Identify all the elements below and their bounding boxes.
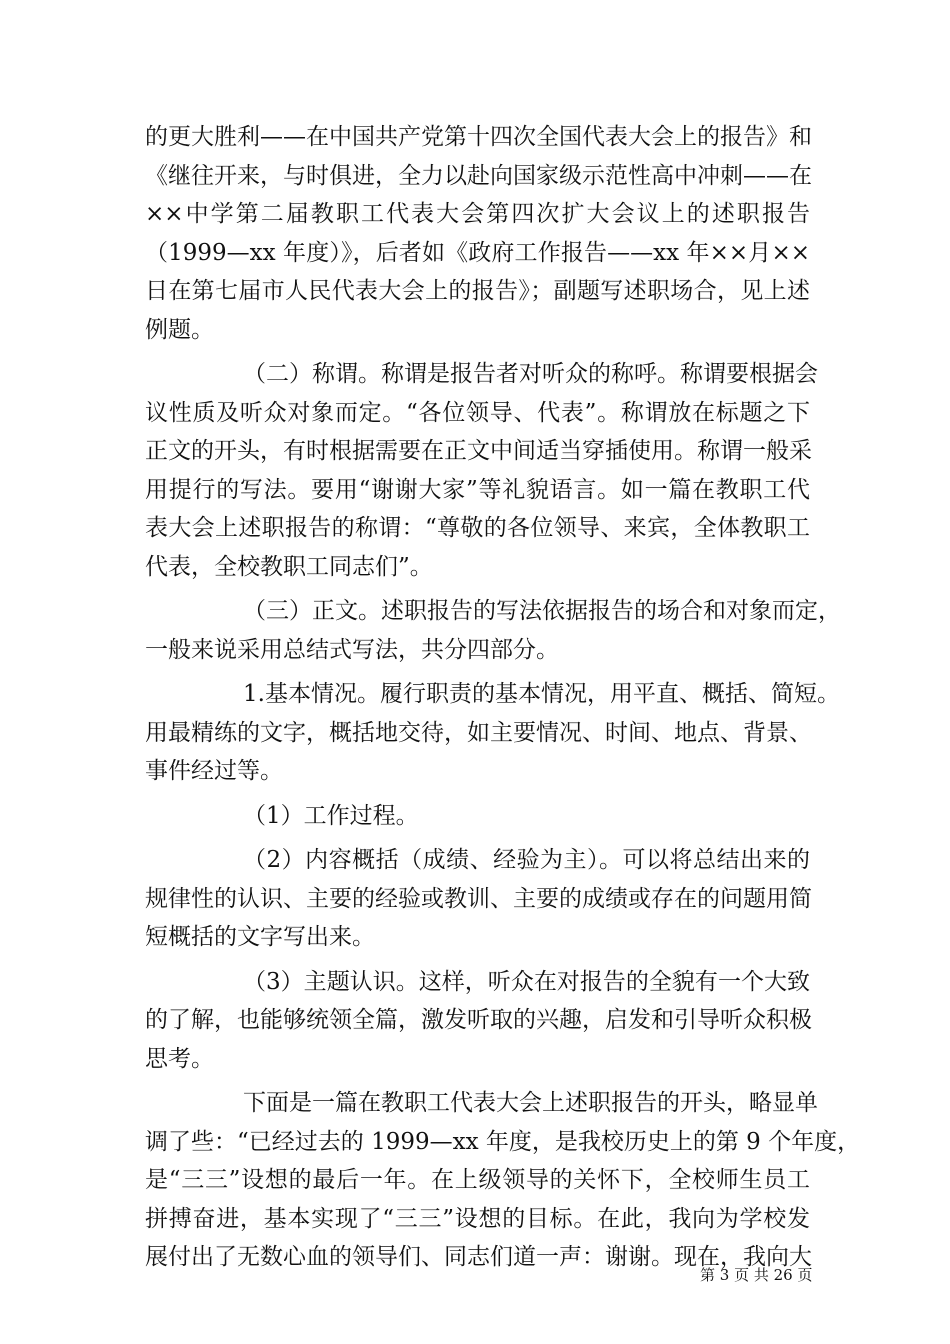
page-number-footer: 第 3 页 共 26 页: [700, 1266, 813, 1284]
text-line: （三）正文。述职报告的写法依据报告的场合和对象而定，: [243, 598, 841, 624]
text-line: （二）称谓。称谓是报告者对听众的称呼。称谓要根据会: [243, 361, 818, 387]
text-line: （3）主题认识。这样，听众在对报告的全貌有一个大致: [243, 968, 810, 995]
text-line: 展付出了无数心血的领导们、同志们道一声：谢谢。现在，我向大: [145, 1244, 812, 1270]
text-line: （1）工作过程。: [243, 802, 419, 829]
text-line: 拼搏奋进，基本实现了“三三”设想的目标。在此，我向为学校发: [145, 1205, 810, 1232]
text-line: 是“三三”设想的最后一年。在上级领导的关怀下，全校师生员工: [145, 1167, 810, 1193]
text-line: 的了解，也能够统领全篇，激发听取的兴趣，启发和引导听众积极: [145, 1007, 812, 1033]
text-line: 思考。: [145, 1045, 214, 1072]
text-line: 调了些：“已经过去的 1999—xx 年度，是我校历史上的第 9 个年度，: [145, 1128, 861, 1155]
text-line: ××中学第二届教职工代表大会第四次扩大会议上的述职报告: [145, 201, 810, 227]
paragraph: [145, 355, 818, 586]
paragraph: [145, 118, 810, 349]
text-line: 用最精练的文字，概括地交待，如主要情况、时间、地点、背景、: [145, 719, 812, 746]
text-line: 短概括的文字写出来。: [145, 924, 375, 950]
text-line: （2）内容概括（成绩、经验为主）。可以将总结出来的: [243, 847, 810, 873]
text-line: 《继往开来，与时俱进，全力以赴向国家级示范性高中冲刺——在: [145, 162, 812, 189]
text-line: 表大会上述职报告的称谓：“尊敬的各位领导、来宾，全体教职工: [145, 515, 810, 541]
paragraph: [145, 592, 841, 669]
text-line: 1.基本情况。履行职责的基本情况，用平直、概括、简短。: [243, 681, 840, 707]
text-line: 的更大胜利——在中国共产党第十四次全国代表大会上的报告》和: [145, 124, 812, 150]
text-line: 规律性的认识、主要的经验或教训、主要的成绩或存在的问题用简: [145, 885, 812, 912]
text-line: 正文的开头，有时根据需要在正文中间适当穿插使用。称谓一般采: [145, 438, 812, 464]
text-line: 事件经过等。: [145, 758, 283, 784]
paragraph: [145, 1084, 861, 1277]
text-line: 代表，全校教职工同志们”。: [145, 553, 433, 580]
text-line: 用提行的写法。要用“谢谢大家”等礼貌语言。如一篇在教职工代: [145, 476, 810, 503]
paragraph: [145, 797, 810, 836]
text-line: 一般来说采用总结式写法，共分四部分。: [145, 636, 559, 663]
text-line: 议性质及听众对象而定。“各位领导、代表”。称谓放在标题之下: [145, 399, 810, 426]
text-line: 例题。: [145, 316, 214, 343]
text-line: 日在第七届市人民代表大会上的报告》；副题写述职场合，见上述: [145, 278, 810, 304]
document-body: [145, 118, 861, 1277]
paragraph: [145, 963, 810, 1079]
paragraph: [145, 841, 810, 957]
paragraph: [145, 675, 840, 791]
text-line: 下面是一篇在教职工代表大会上述职报告的开头，略显单: [243, 1090, 818, 1116]
text-line: （1999—xx 年度）》，后者如《政府工作报告——xx 年××月××: [145, 239, 810, 266]
